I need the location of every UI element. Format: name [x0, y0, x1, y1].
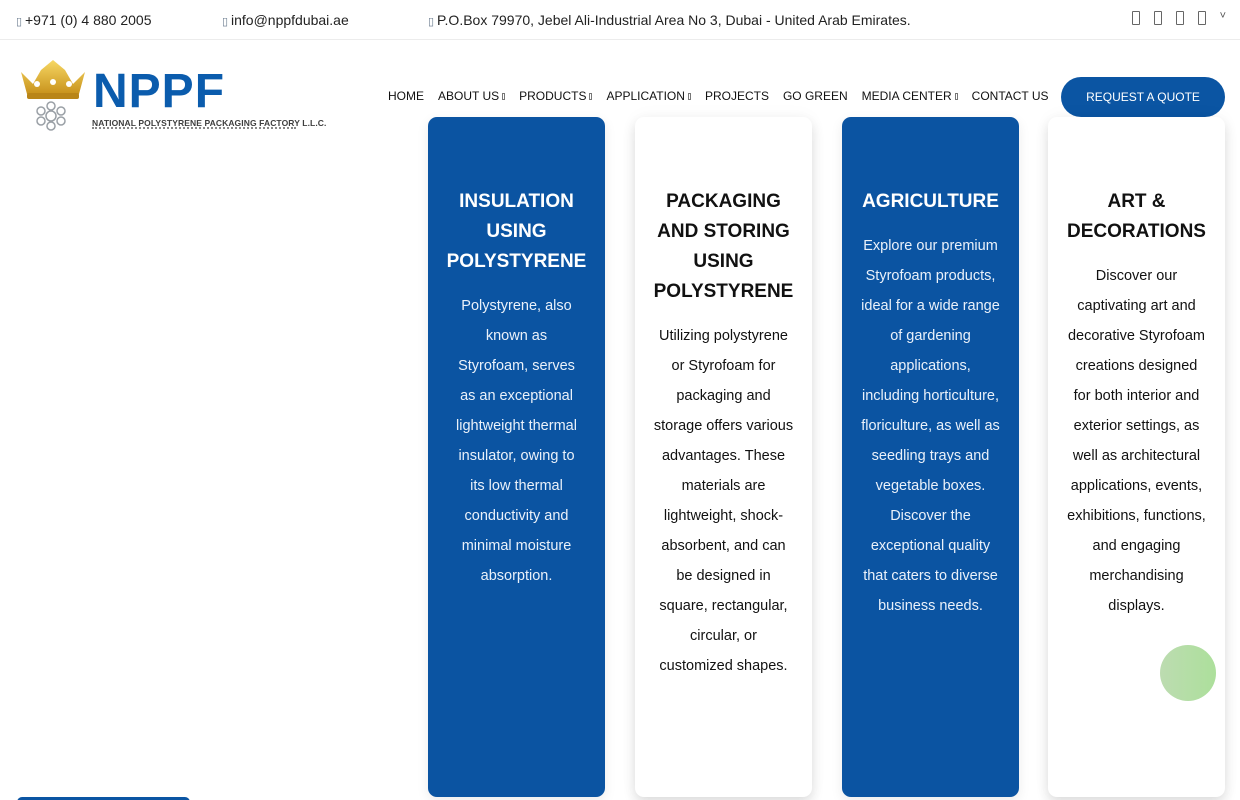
email-icon: ▯: [222, 16, 229, 28]
phone-link[interactable]: [16, 12, 152, 28]
nav-products[interactable]: [519, 89, 592, 103]
flower-emblem-icon: [31, 100, 71, 132]
nav-home[interactable]: [388, 89, 424, 103]
linkedin-icon[interactable]: [1176, 11, 1184, 25]
brand-name: NPPF: [93, 65, 226, 118]
card-packaging[interactable]: [635, 117, 812, 797]
social-links: [1132, 11, 1226, 25]
nav-projects[interactable]: [705, 89, 769, 103]
card-title: AGRICULTURE: [862, 191, 999, 212]
nav-application[interactable]: [606, 89, 690, 103]
address-value: P.O.Box 79970, Jebel Ali-Industrial Area No 3, Dubai - United Arab Emirates.: [437, 12, 911, 28]
nav-label: CONTACT US: [971, 89, 1049, 103]
nav-label: ABOUT US: [438, 89, 500, 103]
brand-arabic-text: [92, 127, 296, 134]
card-body: Discover our captivating art and decorative Styrofoam creations designed for both interior and exterior settings, as well as architectural applications, events, exhibitions, functions, and engaging merchandising displays.: [1067, 268, 1206, 614]
brand-subtitle: NATIONAL POLYSTYRENE PACKAGING FACTORY L.L.C.: [92, 118, 327, 128]
main-nav: [388, 89, 1063, 103]
card-agriculture[interactable]: [842, 117, 1019, 797]
instagram-icon[interactable]: [1154, 11, 1162, 25]
address-text: [428, 12, 911, 28]
nav-media-center[interactable]: [862, 89, 958, 103]
request-quote-button[interactable]: REQUEST A QUOTE: [1061, 77, 1225, 117]
youtube-icon[interactable]: [1198, 11, 1206, 25]
card-title: ART & DECORATIONS: [1067, 191, 1206, 242]
location-icon: ▯: [428, 16, 435, 28]
nav-label: PROJECTS: [704, 89, 769, 103]
dropdown-caret-icon: [688, 93, 691, 100]
nav-label: MEDIA CENTER: [861, 89, 952, 103]
email-text: info@nppfdubai.ae: [231, 12, 349, 28]
email-link[interactable]: [222, 12, 349, 28]
nav-about-us[interactable]: [438, 89, 505, 103]
crown-icon: [17, 58, 89, 100]
dropdown-caret-icon: [955, 93, 958, 100]
card-body: Polystyrene, also known as Styrofoam, serves as an exceptional lightweight thermal insulator, owing to its low thermal conductivity and minimal moisture absorption.: [456, 298, 577, 584]
phone-icon: ▯: [16, 16, 23, 28]
phone-text: +971 (0) 4 880 2005: [25, 12, 152, 28]
dropdown-caret-icon: [589, 93, 592, 100]
nav-label: HOME: [388, 89, 424, 103]
card-title: PACKAGING AND STORING USING POLYSTYRENE: [653, 191, 794, 302]
nav-go-green[interactable]: [783, 89, 848, 103]
nav-contact-us[interactable]: [972, 89, 1049, 103]
floating-action-button[interactable]: [1160, 645, 1216, 701]
site-logo[interactable]: [15, 56, 327, 134]
card-title: INSULATION USING POLYSTYRENE: [446, 191, 587, 272]
top-info-bar: [0, 0, 1240, 40]
facebook-icon[interactable]: [1132, 11, 1140, 25]
dropdown-caret-icon: [502, 93, 505, 100]
nav-label: APPLICATION: [606, 89, 685, 103]
card-body: Explore our premium Styrofoam products, ideal for a wide range of gardening applications, including horticulture, floriculture, as well as seedling trays and vegetable boxes. Discover the exceptional quality that caters to diverse business needs.: [861, 238, 1000, 614]
nav-label: GO GREEN: [782, 89, 848, 103]
nav-label: PRODUCTS: [519, 89, 587, 103]
card-body: Utilizing polystyrene or Styrofoam for packaging and storage offers various advantages. These materials are lightweight, shock-absorbent, and can be designed in square, rectangular, circular, or customized shapes.: [653, 328, 794, 674]
card-insulation[interactable]: [428, 117, 605, 797]
language-chevron-icon[interactable]: ˅: [1219, 10, 1226, 22]
